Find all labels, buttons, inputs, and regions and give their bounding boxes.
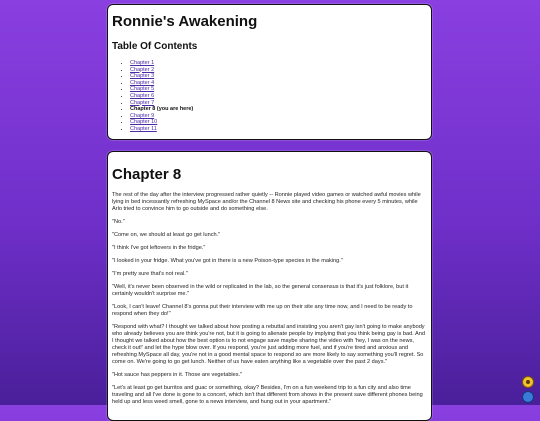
toc-item (130, 80, 428, 87)
chapter-paragraph: "Let's at least go get burritos and guac or something, okay? Besides, I'm on a fun weekend trip to a fun city and also time traveling and all I've done is gone to a concert, which isn't that different from shows in the present save different phones being held up and less weed smell, gone to a news interview, and hung out in your apartment." (112, 385, 423, 405)
chapter-paragraph: "I'm pretty sure that's not real." (112, 271, 188, 277)
toc-item (130, 73, 428, 80)
toc-item (130, 119, 428, 126)
chapter-link-4[interactable]: Chapter 4 (130, 79, 155, 86)
toc-item (130, 60, 428, 67)
chapter-paragraph: "I think I've got leftovers in the fridge." (112, 245, 206, 251)
chapter-paragraph: "Come on, we should at least go get lunch." (112, 232, 221, 238)
chapter-paragraph: "Respond with what? I thought we talked about how posting a rebuttal and insisting you aren't gay isn't going to make anybody who already believes you are think you're not, but it is going to alienate people by implying that you think being gay is bad. And I thought we talked about how the best option is to not engage save maybe sharing the video with 'hey, I was on the news, check it out!' and let the hype blow over. If you respond, you're just adding more fuel, and if you're tired and anxious and refreshing MySpace all day, you're not in a good mental space to respond so are more likely to say something you'll regret. So come on. We're going to go get lunch. Neither of us have eaten anything like a vegetable over the past 2 days." (112, 324, 425, 365)
chapter-paragraph: "No." (112, 219, 125, 225)
chapter-link-1[interactable]: Chapter 1 (130, 60, 155, 66)
chapter-link-2[interactable]: Chapter 2 (130, 66, 155, 73)
toc-panel (107, 4, 432, 140)
chapter-link-7[interactable]: Chapter 7 (130, 99, 155, 106)
chapter-paragraph: "Hot sauce has peppers in it. Those are vegetables." (112, 372, 243, 378)
toc-heading: Table Of Contents (112, 41, 198, 52)
toc-item (130, 93, 428, 100)
chapter-link-3[interactable]: Chapter 3 (130, 73, 155, 80)
toc-item (130, 86, 428, 93)
chapter-paragraph: "Well, it's never been observed in the wild or replicated in the lab, so the general consensus is that it's just folklore, but it certainly wouldn't surprise me." (112, 284, 409, 297)
chapter-paragraph: The rest of the day after the interview progressed rather quietly -- Ronnie played video games or watched awful movies while lying in bed incessantly refreshing MySpace and/or the Channel 8 News site and checking his phone every 5 minutes, while Arlo tried to convince him to go outside and do something else. (112, 192, 421, 212)
toc-list (112, 60, 428, 133)
chapter-paragraph: "I looked in your fridge. What you've got in there is a new Poison-type species in the making." (112, 258, 343, 264)
toc-item (130, 126, 428, 133)
chapter-link-10[interactable]: Chapter 10 (130, 119, 158, 126)
toc-item-current: • Chapter 8 (you are here) (130, 106, 428, 113)
chapter-link-6[interactable]: Chapter 6 (130, 92, 155, 99)
globe-icon[interactable] (522, 391, 534, 403)
toc-item (130, 67, 428, 74)
chapter-link-5[interactable]: Chapter 5 (130, 86, 155, 93)
chapter-panel (107, 151, 432, 421)
help-icon[interactable] (522, 376, 534, 388)
chapter-paragraph: "Look, I can't leave! Channel 8's gonna put their interview with me up on their site any time now, and I need to be ready to respond when they do!" (112, 304, 413, 317)
toc-item (130, 100, 428, 107)
chapter-link-9[interactable]: Chapter 9 (130, 112, 155, 119)
toc-item (130, 113, 428, 120)
story-title: Ronnie's Awakening (112, 13, 258, 30)
chapter-link-11[interactable]: Chapter 11 (130, 125, 157, 132)
chapter-title: Chapter 8 (112, 166, 182, 183)
